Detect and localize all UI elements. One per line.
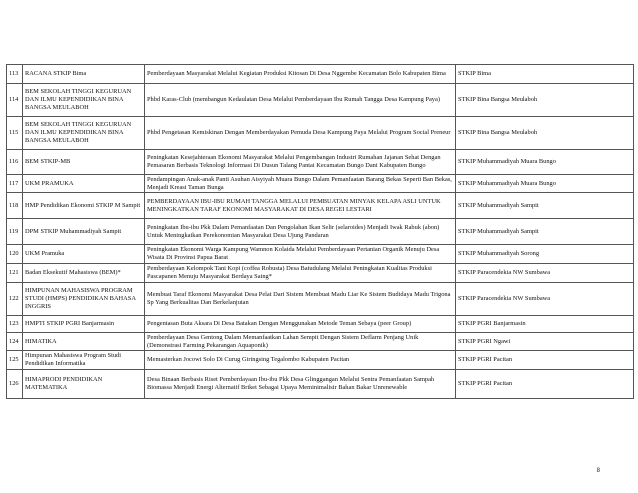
row-number: 126: [7, 370, 23, 399]
page-number: 8: [596, 468, 600, 474]
institution-cell: STKIP Muhammadiyah Sampit: [456, 219, 634, 245]
organization-cell: DPM STKIP Muhammadiyah Sampit: [23, 219, 145, 245]
program-title-cell: Pemberdayaan Desa Gentong Dalam Memanfaatkan Lahan Sempit Dengan Sistem Deflarm Penjang Unik (Demonstrasi Farming Pekarangan Aquaponik): [145, 333, 456, 351]
institution-cell: STKIP Paracendekia NW Sumbawa: [456, 264, 634, 283]
row-number: 125: [7, 351, 23, 370]
institution-cell: STKIP PGRI Banjarmasin: [456, 316, 634, 333]
organization-cell: Badan Eksekutif Mahasiswa (BEM)*: [23, 264, 145, 283]
organization-cell: BEM STKIP-MB: [23, 150, 145, 175]
program-title-cell: Membuat Taraf Ekonomi Masyarakat Desa Pelat Dari Sistem Membuat Madu Liar Ke Sistem Budidaya Madu Trigona Sp Yang Berkualitas Dan Berkelanjutan: [145, 283, 456, 316]
program-table: [6, 64, 634, 399]
organization-cell: HMP Pendidikan Ekonomi STKIP M Sampit: [23, 193, 145, 219]
institution-cell: STKIP PGRI Ngawi: [456, 333, 634, 351]
table-row: [7, 84, 634, 117]
row-number: 117: [7, 175, 23, 193]
table-row: [7, 117, 634, 150]
organization-cell: Himpunan Mahasiswa Program Studi Pendidikan Informatika: [23, 351, 145, 370]
institution-cell: STKIP Muhammadiyah Sampit: [456, 193, 634, 219]
organization-cell: HIMATIKA: [23, 333, 145, 351]
table-row: [7, 65, 634, 84]
table-row: [7, 193, 634, 219]
table-body: [7, 65, 634, 399]
institution-cell: STKIP Muhammadiyah Muara Bungo: [456, 150, 634, 175]
table-row: [7, 150, 634, 175]
institution-cell: STKIP PGRI Pacitan: [456, 351, 634, 370]
institution-cell: STKIP Paracendekia NW Sumbawa: [456, 283, 634, 316]
table-row: [7, 283, 634, 316]
program-title-cell: Peningkatan Ekonomi Warga Kampung Wamnon Kolaida Melalui Pemberdayaan Pertanian Organik Menuju Desa Wisata Di Provinsi Papua Barat: [145, 245, 456, 264]
table-row: [7, 175, 634, 193]
program-title-cell: PEMBERDAYAAN IBU-IBU RUMAH TANGGA MELALUI PEMBUATAN MINYAK KELAPA ASLI UNTUK MENINGKATKAN TARAF EKONOMI MASYARAKAT DI DESA REGEI LESTARI: [145, 193, 456, 219]
institution-cell: STKIP Bina Bangsa Meulaboh: [456, 84, 634, 117]
organization-cell: HIMAPRODI PENDIDIKAN MATEMATIKA: [23, 370, 145, 399]
organization-cell: BEM SEKOLAH TINGGI KEGURUAN DAN ILMU KEPENDIDIKAN BINA BANGSA MEULABOH: [23, 117, 145, 150]
table-row: [7, 219, 634, 245]
program-title-cell: Phbd Pengetasan Kemiskinan Dengan Memberdayakan Pemuda Desa Kampung Paya Melalui Program Social Preneur: [145, 117, 456, 150]
table-row: [7, 316, 634, 333]
table-row: [7, 245, 634, 264]
program-title-cell: Pemberdayaan Kelompok Tani Kopi (coffea Robusta) Desa Batudulang Melalui Peningkatan Kualitas Produksi Pascapanen Menuju Masyarakat Berdaya Saing*: [145, 264, 456, 283]
row-number: 119: [7, 219, 23, 245]
program-title-cell: Peningkatan Ibu-ibu Pkk Dalam Pemanfaatan Dan Pengolahan Ikan Selir (selaroides) Menjadi Iwak Rabuk (abon) Untuk Meningkatkan Perekonomian Masyarakat Desa Ujung Pandaran: [145, 219, 456, 245]
table-row: [7, 351, 634, 370]
program-title-cell: Desa Binaan Berbasis Riset Pemberdayaan Ibu-ibu Pkk Desa Glinggangan Melalui Sentra Pemanfaatan Sampah Biomassa Menjadi Energi Alternatif Briket Sebagai Upaya Meminimalisir Bahan Bakar Unrenewable: [145, 370, 456, 399]
program-title-cell: Peningkatan Kesejahteraan Ekonomi Masyarakat Melalui Pengembangan Industri Rumahan Jajanan Sehat Dengan Pemasaran Berbasis Teknologi Informasi Di Dusun Talang Pantai Kecamatan Bungo Dani Kabupaten Bungo: [145, 150, 456, 175]
organization-cell: UKM Pramuka: [23, 245, 145, 264]
institution-cell: STKIP Bima: [456, 65, 634, 84]
institution-cell: STKIP Muhammadiyah Muara Bungo: [456, 175, 634, 193]
program-title-cell: Memasterkan Jocowi Solo Di Curug Giringsing Tegalombo Kabupaten Pacitan: [145, 351, 456, 370]
institution-cell: STKIP Bina Bangsa Meulaboh: [456, 117, 634, 150]
organization-cell: HIMPUNAN MAHASISWA PROGRAM STUDI (HMPS) PENDIDIKAN BAHASA INGGRIS: [23, 283, 145, 316]
organization-cell: RACANA STKIP Bima: [23, 65, 145, 84]
row-number: 123: [7, 316, 23, 333]
row-number: 118: [7, 193, 23, 219]
program-title-cell: Pengentasan Buta Aksara Di Desa Batakan Dengan Menggunakan Metode Teman Sebaya (peer Group): [145, 316, 456, 333]
row-number: 113: [7, 65, 23, 84]
organization-cell: HMPTI STKIP PGRI Banjarmasin: [23, 316, 145, 333]
row-number: 115: [7, 117, 23, 150]
program-title-cell: Phbd Karas-Club (membangun Kedaulatan Desa Melalui Pemberdayaan Ibu Rumah Tangga Desa Kampung Paya): [145, 84, 456, 117]
institution-cell: STKIP Muhammadiyah Sorong: [456, 245, 634, 264]
table-row: [7, 370, 634, 399]
row-number: 122: [7, 283, 23, 316]
table-row: [7, 333, 634, 351]
row-number: 121: [7, 264, 23, 283]
program-title-cell: Pemberdayaan Masyarakat Melalui Kegiatan Produksi Kitosan Di Desa Nggembe Kecamatan Bolo Kabupaten Bima: [145, 65, 456, 84]
organization-cell: UKM PRAMUKA: [23, 175, 145, 193]
row-number: 114: [7, 84, 23, 117]
program-title-cell: Pendampingan Anak-anak Panti Asuhan Aisyiyah Muara Bungo Dalam Pemanfaatan Barang Bekas Seperti Ban Bekas, Menjadi Kreasi Taman Bunga: [145, 175, 456, 193]
table-row: [7, 264, 634, 283]
institution-cell: STKIP PGRI Pacitan: [456, 370, 634, 399]
organization-cell: BEM SEKOLAH TINGGI KEGURUAN DAN ILMU KEPENDIDIKAN BINA BANGSA MEULABOH: [23, 84, 145, 117]
row-number: 116: [7, 150, 23, 175]
row-number: 120: [7, 245, 23, 264]
row-number: 124: [7, 333, 23, 351]
